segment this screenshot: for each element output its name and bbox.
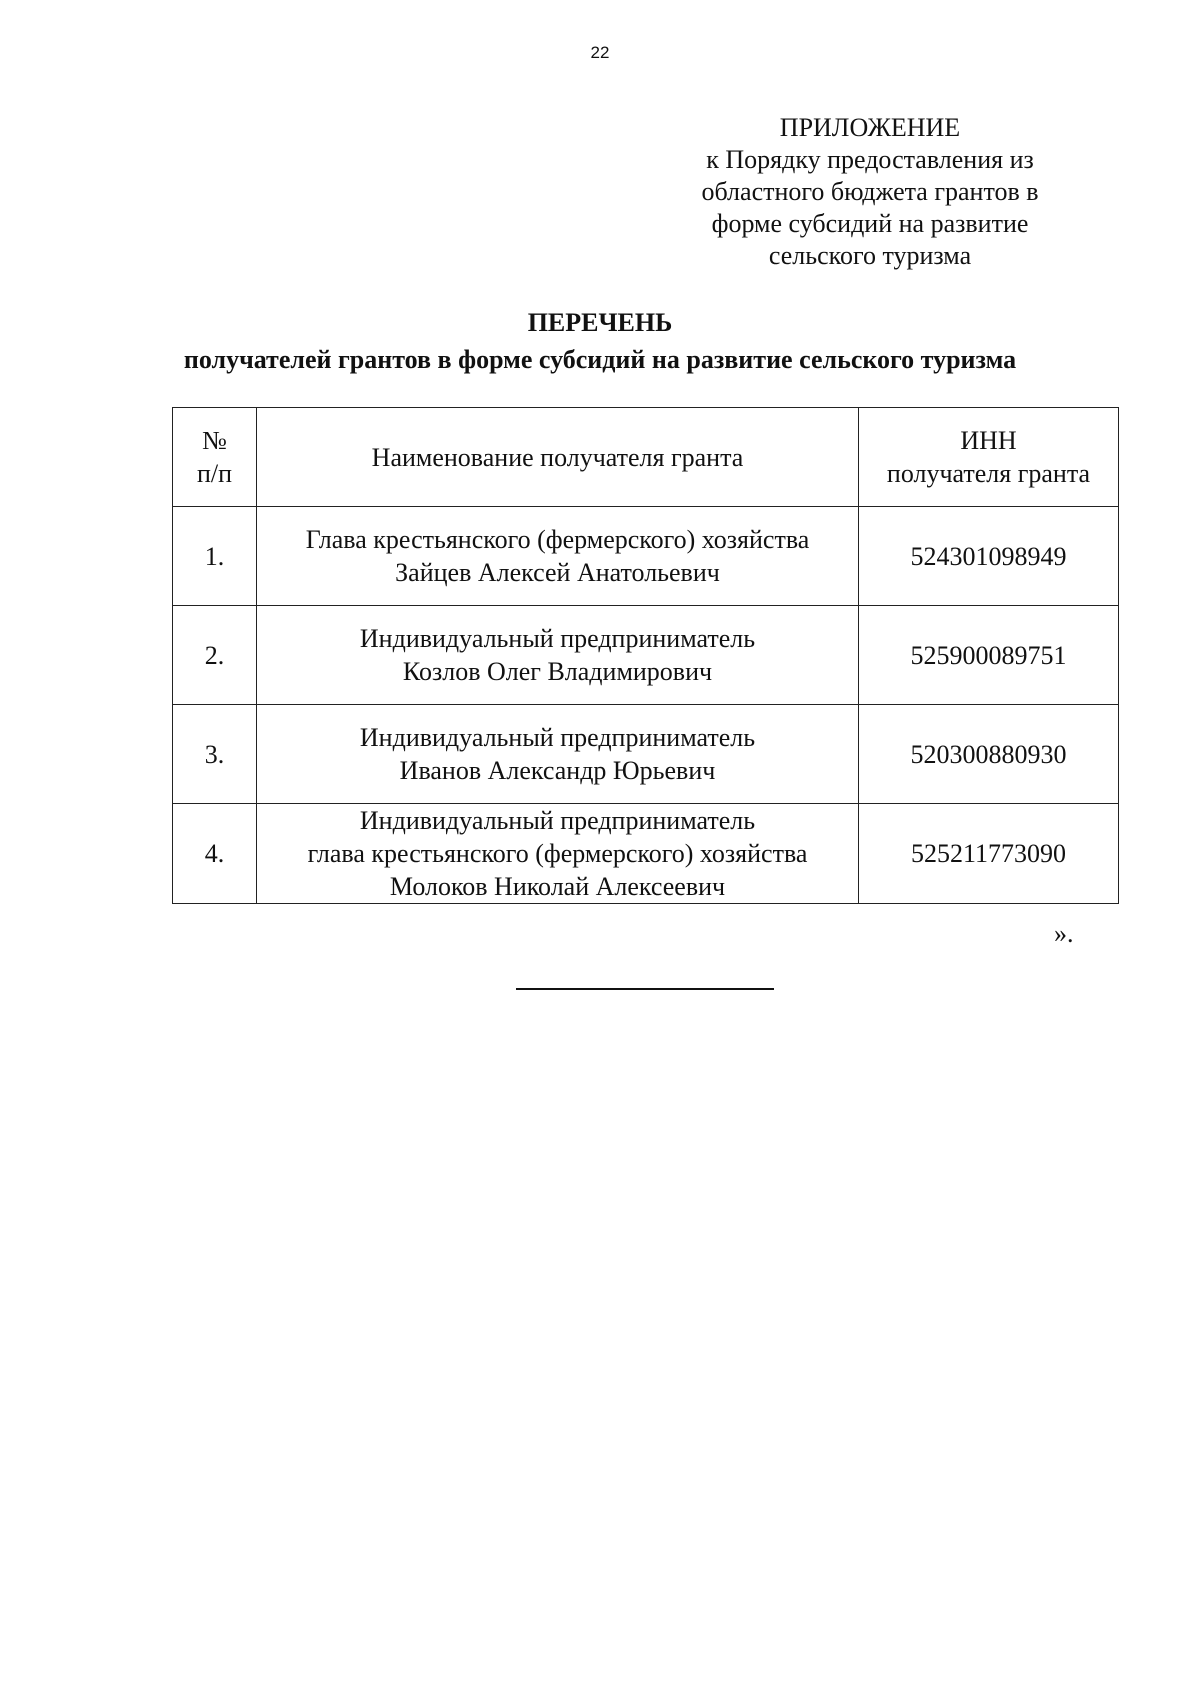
- table-row: [173, 606, 1119, 705]
- appendix-line: к Порядку предоставления из: [706, 145, 1034, 174]
- appendix-block: [690, 112, 1050, 272]
- table-header-row: [173, 408, 1119, 507]
- row-name: [257, 606, 859, 705]
- list-title: ПЕРЕЧЕНЬ: [527, 308, 673, 337]
- row-name: [257, 804, 859, 904]
- row-inn: 525211773090: [859, 804, 1119, 904]
- row-name-line: Индивидуальный предприниматель: [359, 624, 756, 653]
- row-name-line: Козлов Олег Владимирович: [402, 657, 713, 686]
- row-inn: 525900089751: [859, 606, 1119, 705]
- header-inn-line: ИНН: [960, 426, 1017, 455]
- row-num: 1.: [173, 507, 257, 606]
- row-name-line: Молоков Николай Алексеевич: [389, 872, 726, 901]
- appendix-line: форме субсидий на развитие: [711, 209, 1029, 238]
- table-row: [173, 507, 1119, 606]
- header-num-line: №: [202, 426, 227, 455]
- table-row: [173, 705, 1119, 804]
- list-subtitle: получателей грантов в форме субсидий на развитие сельского туризма: [183, 345, 1017, 374]
- appendix-line: областного бюджета грантов в: [701, 177, 1039, 206]
- row-name-line: Глава крестьянского (фермерского) хозяйства: [305, 525, 810, 554]
- header-inn-line: получателя гранта: [886, 459, 1091, 488]
- page-number: 22: [590, 43, 610, 62]
- header-num-line: п/п: [196, 459, 233, 488]
- grants-table: [172, 407, 1119, 904]
- row-name-line: Иванов Александр Юрьевич: [399, 756, 716, 785]
- row-name-line: Зайцев Алексей Анатольевич: [395, 558, 720, 587]
- row-num: 2.: [173, 606, 257, 705]
- appendix-line: сельского туризма: [768, 241, 972, 270]
- table-row: [173, 804, 1119, 904]
- row-inn: 524301098949: [859, 507, 1119, 606]
- closing-quote-mark: ».: [1054, 919, 1074, 948]
- row-name: [257, 705, 859, 804]
- header-name: [257, 408, 859, 507]
- header-num: [173, 408, 257, 507]
- row-num: 4.: [173, 804, 257, 904]
- closing-divider: [516, 988, 774, 990]
- header-name-label: Наименование получателя гранта: [371, 442, 744, 472]
- appendix-title: ПРИЛОЖЕНИЕ: [779, 113, 961, 142]
- row-inn: 520300880930: [859, 705, 1119, 804]
- row-name-line: Индивидуальный предприниматель: [359, 806, 756, 835]
- row-num: 3.: [173, 705, 257, 804]
- row-name: [257, 507, 859, 606]
- header-inn: [859, 408, 1119, 507]
- row-name-line: глава крестьянского (фермерского) хозяйства: [307, 839, 808, 868]
- row-name-line: Индивидуальный предприниматель: [359, 723, 756, 752]
